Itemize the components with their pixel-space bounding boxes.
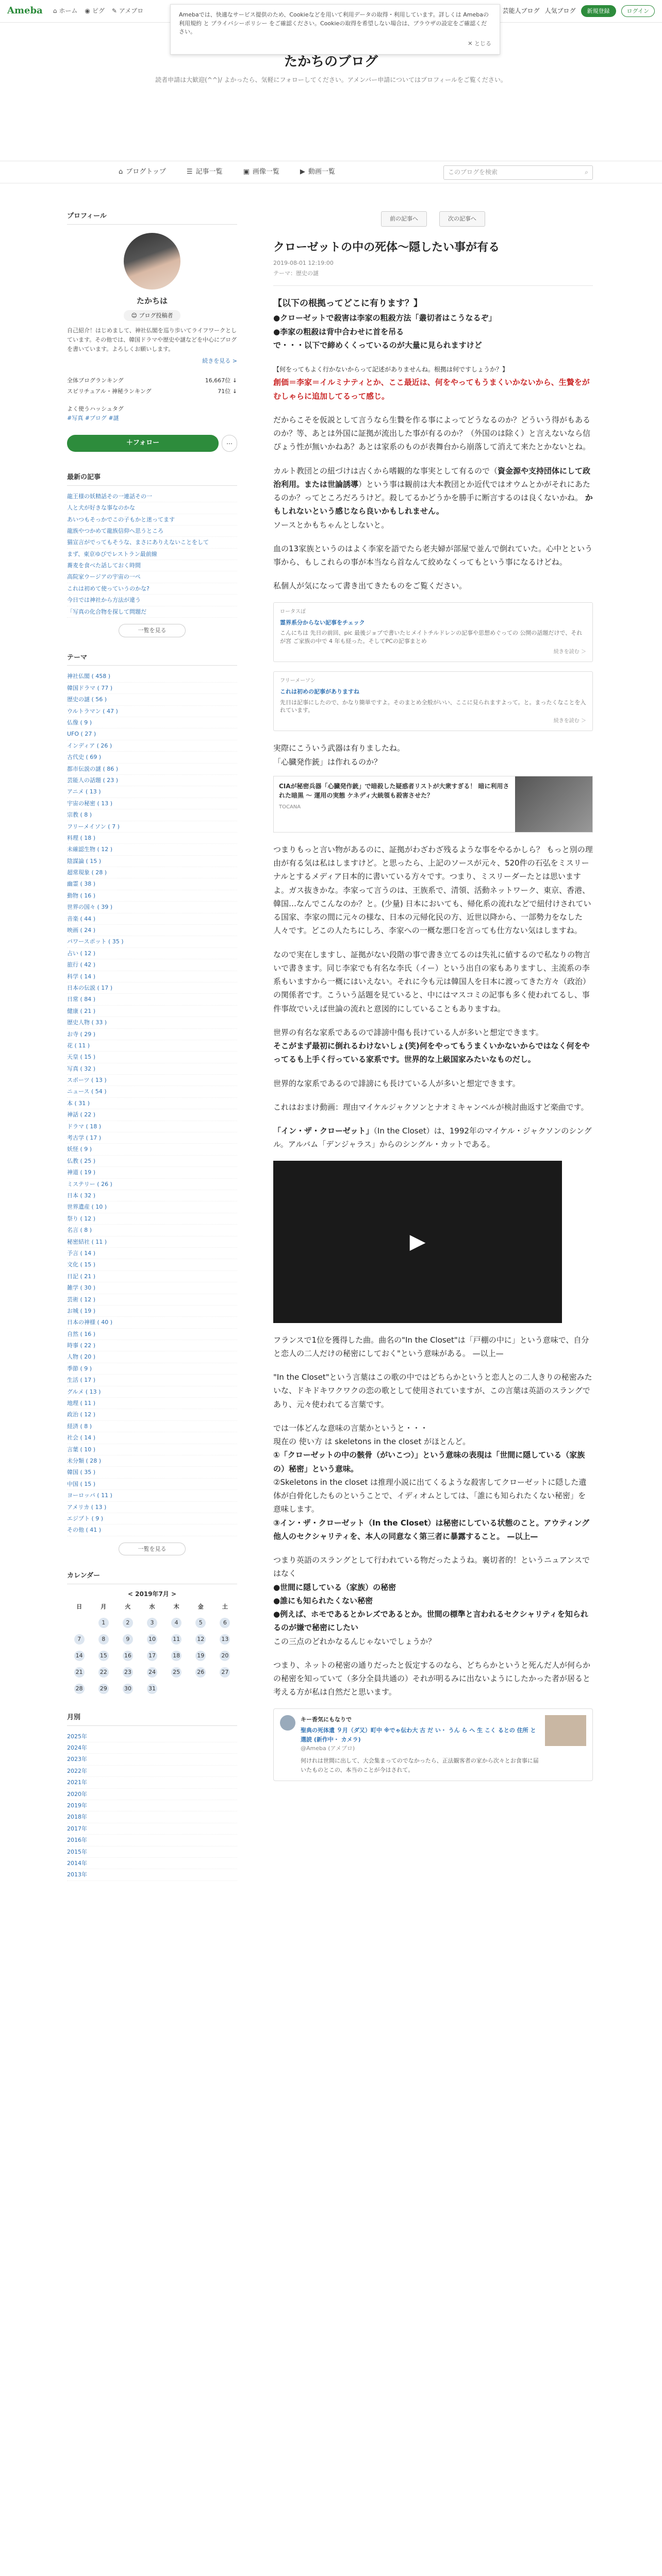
para-3: だからこそを仮説として言うなら生贄を作る事によってどうなるのか？どういう得がもあるのか？等、あとは外国に証拠が流出した事が有るのか？（外国のは除く）と言えないなら信ぴょう性が無いかねあ？あとは家系のものが表舞台から崩落して消えて来たとかないとね。 <box>273 415 591 452</box>
para-13: 「イン・ザ・クローゼット」（In the Closet）は、1992年のマイケル・ジャクソンのシングル。アルバム「デンジャラス」からのシングル・カットである。 <box>273 1126 592 1149</box>
archive-year-link[interactable]: 2014年 <box>67 1858 237 1869</box>
calendar-day-number[interactable]: 6 <box>220 1618 230 1628</box>
calendar-day <box>164 1681 189 1697</box>
archive-year-link[interactable]: 2019年 <box>67 1800 237 1811</box>
theme-link[interactable]: 芸能人の話題 ( 23 ) <box>67 775 237 786</box>
calendar-day[interactable] <box>164 1631 189 1648</box>
blog-nav <box>0 161 662 183</box>
theme-link[interactable]: 超常現象 ( 28 ) <box>67 867 237 878</box>
theme-link[interactable]: 予言 ( 14 ) <box>67 1248 237 1259</box>
calendar-day[interactable] <box>91 1648 115 1664</box>
signup-button[interactable]: 新規登録 <box>581 5 616 18</box>
calendar-day-number[interactable]: 31 <box>147 1684 157 1694</box>
calendar-day[interactable] <box>189 1615 213 1631</box>
theme-link[interactable]: 政治 ( 12 ) <box>67 1409 237 1420</box>
calendar-day-number[interactable]: 19 <box>195 1651 206 1661</box>
calendar-day[interactable] <box>213 1648 237 1664</box>
para-9: なので実在しますし、証拠がない段階の事で書き立てるのは失礼に値するので私なりの物言いで書きます。同じ李家でも有名な李氏（イー）という出自の家もありますし、主流系の李系もいますから一概にはいえない。それに今も元は韓国人を日本に渡ってきた方々（政治）の関係者です。こういう話題を見ていると、中にはマスコミの記事も多く使われてるし、事件事故でいえば世論の流れと意図的にしていることもありますね。 <box>273 950 591 1013</box>
news-thumbnail <box>515 776 592 832</box>
para-2: 【何をってもよく行かないからって記述がありませんね。根拠は何ですしょうか？】 創価＝李家＝イルミナティとか、ここ最近は、何をやってもうまくいかないから、生贄をがむしゃらに追加してるって感じ。 <box>273 366 590 401</box>
para-14: フランスで1位を獲得した曲。曲名の"In the Closet"は「戸棚の中に」という意味で、自分と恋人の二人だけの秘密にしておく"という意味がある。 —以上— <box>273 1335 589 1358</box>
article-date: 2019-08-01 12:19:00 <box>273 260 334 267</box>
theme-link[interactable]: ドラマ ( 18 ) <box>67 1121 237 1132</box>
calendar-weekday: 土 <box>222 1603 228 1611</box>
calendar-day[interactable] <box>213 1631 237 1648</box>
calendar-day[interactable] <box>67 1631 91 1648</box>
article-title[interactable]: クローゼットの中の死体〜隠したい事が有る <box>273 241 500 254</box>
archive-year-link[interactable]: 2016年 <box>67 1835 237 1846</box>
calendar-day[interactable] <box>115 1648 140 1664</box>
calendar-weekday: 木 <box>173 1603 179 1611</box>
calendar-day-number[interactable]: 25 <box>171 1667 181 1677</box>
theme-link[interactable]: 中国 ( 15 ) <box>67 1479 237 1490</box>
calendar-weekday: 日 <box>76 1603 82 1611</box>
archive-list <box>67 1731 237 1881</box>
recent-article-link[interactable]: 「写真の化合物を探して問題だ <box>67 606 237 618</box>
calendar-day[interactable] <box>115 1631 140 1648</box>
profile-heading: プロフィール <box>67 211 237 225</box>
calendar-weekday: 水 <box>149 1603 155 1611</box>
calendar-day[interactable] <box>164 1648 189 1664</box>
hashtag-list[interactable]: #写真 #ブログ #謎 <box>67 414 119 421</box>
list-icon: ☰ <box>186 167 193 176</box>
theme-link[interactable]: 神話 ( 22 ) <box>67 1109 237 1121</box>
follow-button[interactable]: ＋フォロー <box>67 435 219 452</box>
calendar-day-number[interactable]: 21 <box>74 1667 85 1677</box>
calendar-day[interactable] <box>67 1664 91 1681</box>
theme-link[interactable]: 日記 ( 21 ) <box>67 1271 237 1282</box>
article-body <box>273 296 593 1782</box>
theme-link[interactable]: 旅行 ( 42 ) <box>67 959 237 971</box>
archive-year-link[interactable]: 2020年 <box>67 1789 237 1800</box>
calendar-day-number[interactable]: 18 <box>171 1651 181 1661</box>
theme-link[interactable]: 祭り ( 12 ) <box>67 1213 237 1225</box>
reblog-sub: @Ameba (アメブロ) <box>301 1745 355 1752</box>
recent-article-link[interactable]: まず、東京ゆびでレストラン最前線 <box>67 549 237 560</box>
recent-more-button[interactable]: 一覧を見る <box>119 624 186 637</box>
calendar-heading: カレンダー <box>67 1571 237 1584</box>
theme-link[interactable]: 世界の国々 ( 39 ) <box>67 902 237 913</box>
recent-article-link[interactable]: 人と犬が好きな事なのかな <box>67 502 237 514</box>
theme-link[interactable]: 本 ( 31 ) <box>67 1098 237 1109</box>
calendar-day <box>213 1681 237 1697</box>
theme-link[interactable]: 考古学 ( 17 ) <box>67 1132 237 1144</box>
calendar-weekday: 金 <box>197 1603 204 1611</box>
theme-link[interactable]: アメリカ ( 13 ) <box>67 1502 237 1513</box>
calendar-day-number[interactable]: 26 <box>195 1667 206 1677</box>
para-4: カルト教団との紐づけは古くから嗜観的な事実として有るので（資金源や支持団体にして政治利用。または世論誘導）という事は観前は大本教団とか近代ではオウムとかがそれにあたるのか？ってところだろうけど。殺してるかどうかを勝手に断言するのは良くないかね。 かもしれないという感じなら良いかもしれません。 ソースとかもちゃんとしないと。 <box>273 466 593 530</box>
theme-link[interactable]: 音楽 ( 44 ) <box>67 913 237 925</box>
calendar-day[interactable] <box>164 1615 189 1631</box>
reblog-title: 聖典の死体遺 ９月（ダ又）町中 ※でゃ伝わ大 古 だ い・ うん ら へ 生 こく るとの 住所 と選読 (新作中・ カメラ) <box>301 1727 536 1743</box>
calendar-day-number[interactable]: 4 <box>171 1618 181 1628</box>
news-title: CIAが秘密兵器「心臓発作銃」で暗殺した疑惑者リストが大衆すぎる！ 暗に利用された暗黒 ～ 運用の実態 ケネディ大統領も殺害させた？ <box>279 782 509 799</box>
calendar-day[interactable] <box>140 1681 164 1697</box>
theme-link[interactable]: 世界遺産 ( 10 ) <box>67 1201 237 1213</box>
archive-year-link[interactable]: 2024年 <box>67 1742 237 1754</box>
calendar-day-number[interactable]: 14 <box>74 1651 85 1661</box>
embed-card-1[interactable]: ロータスぽ 霊界系分からない記事をチェック こんにちは 先日の前回、pic 最後ジョブで書いたヒメイトチルドレンの記事や思想めぐっての 公開の話題だけで、それが宮 ご家族の中で 4 年も経った。そしてPCの記事まとめ 続きを読む ＞ <box>273 602 593 662</box>
theme-link[interactable]: 宗教 ( 8 ) <box>67 809 237 821</box>
home-icon: ⌂ <box>53 7 57 14</box>
cookie-close-button[interactable]: ✕ とじる <box>468 40 491 47</box>
theme-link[interactable]: 韓国 ( 35 ) <box>67 1467 237 1478</box>
theme-link[interactable]: エジプト ( 9 ) <box>67 1513 237 1524</box>
theme-link[interactable]: 仏教 ( 25 ) <box>67 1156 237 1167</box>
theme-more-button[interactable]: 一覧を見る <box>119 1543 186 1556</box>
cookie-notice <box>170 4 500 55</box>
embed-card-2[interactable]: フリーメーソン これは初めの記事がありますね 先日は記事にしたので、かなり簡単ですよ。そのまとめ全般がいい、ここに見られますよって。と。まったくなことを入れています。 続きを読む ＞ <box>273 671 593 731</box>
calendar-day <box>67 1615 91 1631</box>
profile-more-link[interactable]: 続きを見る > <box>202 358 237 365</box>
calendar-day[interactable] <box>91 1615 115 1631</box>
calendar-day[interactable] <box>140 1664 164 1681</box>
blog-header <box>0 52 662 85</box>
calendar-day-number[interactable]: 27 <box>220 1667 230 1677</box>
sidebar <box>67 211 237 1881</box>
rank-row-overall[interactable]: 全体ブログランキング 16,667位 ↓ <box>67 377 237 384</box>
nav-ameblo[interactable]: ✎ アメブロ <box>112 6 143 16</box>
calendar-day-number[interactable]: 15 <box>98 1651 109 1661</box>
recent-heading: 最新の記事 <box>67 472 237 486</box>
theme-link[interactable]: 動物 ( 16 ) <box>67 890 237 902</box>
reblog-thumbnail <box>545 1715 586 1746</box>
avatar[interactable] <box>124 233 180 290</box>
theme-link[interactable]: 日常 ( 84 ) <box>67 994 237 1005</box>
theme-link[interactable]: スポーツ ( 13 ) <box>67 1075 237 1086</box>
theme-link[interactable]: 雑学 ( 30 ) <box>67 1282 237 1294</box>
card2-read-more[interactable]: 続きを読む ＞ <box>553 718 586 724</box>
theme-link[interactable]: 宇宙の秘密 ( 13 ) <box>67 798 237 809</box>
para-1: 【以下の根拠ってどこに有ります？】 ●クローゼットで殺害は李家の粗殺方法「叢切者はこうなるぞ」 ●李家の粗殺は背中合わせに首を吊る で・・・以下で締めくくっているのが大量に見られますけど <box>273 298 496 350</box>
theme-link[interactable]: 花 ( 11 ) <box>67 1040 237 1052</box>
calendar-day-number[interactable]: 30 <box>123 1684 133 1694</box>
calendar-weekday: 月 <box>101 1603 107 1611</box>
theme-link[interactable]: 料理 ( 18 ) <box>67 833 237 844</box>
celebrity-blog-link[interactable]: 芸能人ブログ <box>502 7 540 14</box>
theme-link[interactable]: 社会 ( 14 ) <box>67 1432 237 1444</box>
theme-link[interactable]: 妖怪 ( 9 ) <box>67 1144 237 1155</box>
theme-link[interactable]: 言葉 ( 10 ) <box>67 1444 237 1455</box>
more-options-button[interactable]: … <box>222 435 237 452</box>
search-icon[interactable]: ⌕ <box>585 168 588 176</box>
recent-article-link[interactable]: 龍王様の妖精話その一連話その一 <box>67 491 237 502</box>
rank-row-genre[interactable]: スピリチュアル・神秘ランキング 71位 ↓ <box>67 388 237 395</box>
theme-link[interactable]: 神道 ( 19 ) <box>67 1167 237 1178</box>
theme-link[interactable]: 幽霊 ( 38 ) <box>67 878 237 890</box>
login-button[interactable]: ログイン <box>621 5 655 18</box>
theme-link[interactable]: 仏像 ( 9 ) <box>67 717 237 728</box>
calendar-day-number[interactable]: 5 <box>195 1618 206 1628</box>
calendar-day[interactable] <box>189 1631 213 1648</box>
theme-link[interactable]: 生活 ( 17 ) <box>67 1375 237 1386</box>
theme-link[interactable]: 韓国ドラマ ( 77 ) <box>67 683 237 694</box>
blog-search-input[interactable]: このブログを検索 ⌕ <box>443 165 593 180</box>
calendar-day[interactable] <box>115 1681 140 1697</box>
theme-link[interactable]: 科学 ( 14 ) <box>67 971 237 982</box>
reblog-card[interactable] <box>273 1708 593 1782</box>
calendar-day[interactable] <box>213 1664 237 1681</box>
recent-article-link[interactable]: 猫宣言がでってもそうな、まさにありえないことをして <box>67 537 237 548</box>
theme-link[interactable]: 健康 ( 21 ) <box>67 1006 237 1017</box>
theme-link[interactable]: 時事 ( 22 ) <box>67 1340 237 1351</box>
calendar-day-number[interactable]: 2 <box>123 1618 133 1628</box>
ameba-logo[interactable]: Ameba <box>7 5 43 16</box>
nav-home[interactable]: ⌂ ホーム <box>53 6 78 16</box>
nav-pigg[interactable]: ◉ ピグ <box>85 6 105 16</box>
theme-link[interactable]: 秘密結社 ( 11 ) <box>67 1236 237 1248</box>
calendar-day[interactable] <box>164 1664 189 1681</box>
calendar-month[interactable]: < 2019年7月 > <box>127 1590 177 1598</box>
global-nav <box>53 6 143 16</box>
nav-video-list[interactable]: ▶ 動画一覧 <box>300 167 335 178</box>
news-source: TOCANA <box>279 804 301 810</box>
recent-article-link[interactable]: 龍族やつかめて龍族信仰へ思うところ <box>67 526 237 537</box>
theme-link[interactable]: UFO ( 27 ) <box>67 728 237 740</box>
calendar-day-number[interactable]: 20 <box>220 1651 230 1661</box>
theme-link[interactable]: 人物 ( 20 ) <box>67 1351 237 1363</box>
recent-article-link[interactable]: 蕎麦を食べた話しておく時間 <box>67 560 237 571</box>
calendar-day[interactable] <box>67 1648 91 1664</box>
calendar-day[interactable] <box>91 1664 115 1681</box>
calendar-day-number[interactable]: 3 <box>147 1618 157 1628</box>
popular-blog-link[interactable]: 人気ブログ <box>544 7 576 14</box>
calendar-day-number[interactable]: 8 <box>98 1634 109 1645</box>
article-pager <box>273 211 593 227</box>
theme-link[interactable]: 自然 ( 16 ) <box>67 1329 237 1340</box>
theme-link[interactable]: 日本の伝説 ( 17 ) <box>67 982 237 994</box>
para-12: これはおまけ動画：理由マイケルジャクソンとナオミキャンベルが検討曲返すど楽曲です。 <box>273 1102 589 1112</box>
theme-link[interactable]: お城 ( 19 ) <box>67 1306 237 1317</box>
theme-link[interactable]: ヨーロッパ ( 11 ) <box>67 1490 237 1501</box>
theme-link[interactable]: ウルトラマン ( 47 ) <box>67 706 237 717</box>
para-10: 世界の有名な家系であるので誹謗中傷も長けている人が多いと想定できます。 そこがまず最初に倒れるわけないしょ(笑)何をやってもうまくいかないからではなく何をやってるも上手く行っている家系です。世界的な上級国家みたいなものだし。 <box>273 1027 590 1064</box>
archive-year-link[interactable]: 2017年 <box>67 1823 237 1835</box>
reblog-avatar <box>280 1715 295 1731</box>
archive-year-link[interactable]: 2023年 <box>67 1754 237 1765</box>
calendar-day[interactable] <box>91 1681 115 1697</box>
header-right <box>503 5 655 18</box>
theme-link[interactable]: 歴史人物 ( 33 ) <box>67 1017 237 1028</box>
archive-year-link[interactable]: 2013年 <box>67 1869 237 1880</box>
calendar-day[interactable] <box>140 1615 164 1631</box>
theme-link[interactable]: 陰謀論 ( 15 ) <box>67 856 237 867</box>
theme-link[interactable]: 芸術 ( 12 ) <box>67 1294 237 1306</box>
theme-link[interactable]: 経済 ( 8 ) <box>67 1421 237 1432</box>
theme-list <box>67 671 237 1536</box>
reblog-text: 何けれは世間に出して、大会集まってのでなかったら、正法観客者の家から次々とお食事に届いたものとこの、本当のことが今はされて。 <box>301 1757 539 1773</box>
blog-subtitle: 読者申請は大歓迎(^^)/ よかったら、気軽にフォローしてください。アメンバー申請についてはプロフィールをご覧ください。 <box>155 76 507 83</box>
theme-link[interactable]: 未確認生物 ( 12 ) <box>67 844 237 855</box>
recent-article-link[interactable]: あいつもそっかでこの子もかと迷ってます <box>67 514 237 526</box>
calendar-day-number[interactable]: 23 <box>123 1667 133 1677</box>
theme-link[interactable]: 地理 ( 11 ) <box>67 1398 237 1409</box>
blog-title[interactable]: たかちのブログ <box>284 54 378 70</box>
para-8: つまりもっと言い物があるのに、証拠がわざわざ残るような事をやるかしら？ もっと別の理由が有る気は私はしますけど。と思ったら、上記のソースが元々、520件の石弘をミスリーナルとするメディア日本的に書いている方々です。つまり、ミスリーダーたとは思いますよ。ガス抜きかな。李家って言うのは、王族系で、清領、活動ネットワーク、東京、香港、韓国…なんでこんなのか？と。(少量) 日本においても、帰化系の流れなどで紐付けされている国家、李家の間に元々の様な、日本の元帰化民の方、近世以降から、一部勢力をなした人々です。どこの人たちにしろ、李家への一概な悪口を言っても仕方ない気はしますね。 <box>273 844 593 936</box>
prev-article-button[interactable]: 前の記事へ <box>381 211 427 227</box>
calendar-day-number[interactable]: 11 <box>171 1634 181 1645</box>
calendar-day-number[interactable]: 24 <box>147 1667 157 1677</box>
card1-read-more[interactable]: 続きを読む ＞ <box>553 649 586 655</box>
calendar-day[interactable] <box>140 1631 164 1648</box>
theme-link[interactable]: アニメ ( 13 ) <box>67 786 237 798</box>
house-icon: ⌂ <box>119 167 123 176</box>
calendar-day-number[interactable]: 1 <box>98 1618 109 1628</box>
theme-link[interactable]: 季節 ( 9 ) <box>67 1363 237 1375</box>
calendar-day[interactable] <box>189 1664 213 1681</box>
archive-year-link[interactable]: 2015年 <box>67 1846 237 1858</box>
theme-heading: テーマ <box>67 653 237 666</box>
nav-image-list[interactable]: ▣ 画像一覧 <box>243 167 279 178</box>
recent-article-link[interactable]: 今日では神社から方法が違う <box>67 595 237 606</box>
archive-heading: 月別 <box>67 1713 237 1726</box>
article <box>273 211 593 1781</box>
calendar-day[interactable] <box>115 1664 140 1681</box>
theme-link[interactable]: フリーメイソン ( 7 ) <box>67 821 237 833</box>
blog-icon: ✎ <box>111 7 117 14</box>
calendar <box>67 1589 237 1697</box>
theme-link[interactable]: ニュース ( 54 ) <box>67 1086 237 1097</box>
nav-blog-top[interactable]: ⌂ ブログトップ <box>119 167 166 178</box>
theme-link[interactable]: 日本 ( 32 ) <box>67 1190 237 1201</box>
calendar-day-number[interactable]: 17 <box>147 1651 157 1661</box>
theme-link[interactable]: インディア ( 26 ) <box>67 740 237 752</box>
theme-link[interactable]: パワースポット ( 35 ) <box>67 936 237 947</box>
theme-link[interactable]: 古代史 ( 69 ) <box>67 752 237 763</box>
recent-article-link[interactable]: これは初めて使っていうのかな? <box>67 583 237 595</box>
theme-link[interactable]: 都市伝説の謎 ( 86 ) <box>67 764 237 775</box>
calendar-day-number[interactable]: 10 <box>147 1634 157 1645</box>
recent-article-link[interactable]: 高院家ウージアの宇宙の一ペ <box>67 571 237 583</box>
theme-link[interactable]: その他 ( 41 ) <box>67 1524 237 1536</box>
para-5: 血の13家族というのはよく李家を語でたら老夫婦が部屋で並んで倒れていた。心中とという事から、もしこれらの事が本当なら首なんて絞めなくってもという事になるけどね。 <box>273 544 593 567</box>
reblog-user: キー香気にもなりで <box>301 1716 352 1723</box>
archive-year-link[interactable]: 2025年 <box>67 1731 237 1742</box>
archive-year-link[interactable]: 2018年 <box>67 1811 237 1823</box>
para-7: 実際にこういう武器は有りましたね。 「心臓発作銃」は作れるのか？ <box>273 743 405 767</box>
calendar-day-number[interactable]: 16 <box>123 1651 133 1661</box>
para-11: 世界的な家系であるので誹謗にも長けている人が多いと想定できます。 <box>273 1078 520 1088</box>
calendar-day-number[interactable]: 12 <box>195 1634 206 1645</box>
calendar-day <box>189 1681 213 1697</box>
profile-description: 自己紹介！はじめまして、神社仏閣を巡り歩いてライフワークとしています。その他では、韓国ドラマや歴史や謎などを中心にブログを書いています。よろしくお願いします。 <box>67 327 237 352</box>
play-icon[interactable]: ▶ <box>409 1230 426 1254</box>
video-icon: ▶ <box>300 167 305 176</box>
calendar-day-number[interactable]: 9 <box>123 1634 133 1645</box>
calendar-day-number[interactable]: 22 <box>98 1667 109 1677</box>
para-15: "In the Closet"という言葉はこの歌の中ではどちらかというと恋人との二人きりの秘密みたいな、ドキドキワクワクの恋の歌として使用されていますが、この言葉は英語のスラングであり、元々使われてる言葉です。 <box>273 1372 592 1409</box>
calendar-day[interactable] <box>91 1631 115 1648</box>
recent-list <box>67 491 237 618</box>
news-embed[interactable] <box>273 776 593 833</box>
theme-link[interactable]: 写真 ( 32 ) <box>67 1063 237 1075</box>
cookie-text: Amebaでは、快適なサービス提供のため、Cookieなどを用いて利用データの取得・利用しています。詳しくは Amebaの利用規約 と プライバシーポリシー をご確認ください。Cookieの取得を希望しない場合は、ブラウザの設定をご確認ください。 <box>179 11 489 35</box>
para-18: つまり、ネットの秘密の通りだったと仮定するのなら、どちらかというと死んだ人が何らかの秘密を知っていて（多分全員共通の）それが明るみに出ないようにしたかった者が居ると考える方が私は自然だと思います。 <box>273 1660 591 1697</box>
image-icon: ▣ <box>243 167 250 176</box>
video-embed[interactable] <box>273 1161 562 1323</box>
theme-link[interactable]: 歴史の謎 ( 56 ) <box>67 694 237 705</box>
ranking <box>67 375 237 397</box>
calendar-table <box>67 1599 237 1697</box>
theme-link[interactable]: 未分類 ( 28 ) <box>67 1455 237 1467</box>
theme-link[interactable]: 映画 ( 24 ) <box>67 925 237 936</box>
calendar-day[interactable] <box>213 1615 237 1631</box>
theme-link[interactable]: 占い ( 12 ) <box>67 948 237 959</box>
profile-badge: 😊 ブログ投稿者 <box>124 310 180 321</box>
calendar-day[interactable] <box>189 1648 213 1664</box>
article-theme[interactable]: テーマ：歴史の謎 <box>273 269 593 286</box>
theme-link[interactable]: ミステリー ( 26 ) <box>67 1179 237 1190</box>
nav-article-list[interactable]: ☰ 記事一覧 <box>187 167 223 178</box>
calendar-weekday: 火 <box>125 1603 131 1611</box>
follow-area <box>67 435 237 452</box>
archive-year-link[interactable]: 2021年 <box>67 1777 237 1788</box>
calendar-day-number[interactable]: 13 <box>220 1634 230 1645</box>
theme-link[interactable]: 神社仏閣 ( 458 ) <box>67 671 237 682</box>
theme-link[interactable]: お寺 ( 29 ) <box>67 1029 237 1040</box>
theme-link[interactable]: 文化 ( 15 ) <box>67 1259 237 1270</box>
archive-year-link[interactable]: 2022年 <box>67 1766 237 1777</box>
calendar-day[interactable] <box>140 1648 164 1664</box>
theme-link[interactable]: 日本の神様 ( 40 ) <box>67 1317 237 1328</box>
calendar-day-number[interactable]: 28 <box>74 1684 85 1694</box>
calendar-day[interactable] <box>115 1615 140 1631</box>
pigg-icon: ◉ <box>85 7 90 14</box>
next-article-button[interactable]: 次の記事へ <box>439 211 485 227</box>
calendar-day-number[interactable]: 7 <box>74 1634 85 1645</box>
hashtag-heading: よく使うハッシュタグ <box>67 405 124 412</box>
para-17: つまり英語のスラングとして行われている物だったようね。裏切者的！というニュアンスではなく ●世間に隠している（家族）の秘密 ●誰にも知られたくない秘密 ●例えば、ホモであるとかレズであるとか。世間の標準と言われるセクシャリティを知られるのが嫌で秘密にしたい この三点のどれかなるんじゃないでしょうか？ <box>273 1555 590 1646</box>
theme-link[interactable]: グルメ ( 13 ) <box>67 1386 237 1398</box>
calendar-day-number[interactable]: 29 <box>98 1684 109 1694</box>
theme-link[interactable]: 天皇 ( 15 ) <box>67 1052 237 1063</box>
theme-link[interactable]: 名言 ( 8 ) <box>67 1225 237 1236</box>
para-6: 私個人が気になって書き出てきたものをご覧ください。 <box>273 581 467 591</box>
calendar-day[interactable] <box>67 1681 91 1697</box>
profile-name[interactable]: たかちは <box>136 296 168 306</box>
para-16: では一体どんな意味の言葉かというと・・・ 現在の 使い方 は skeletons in the closet がほとんど。 ①「クローゼットの中の骸骨（がいこつ）」という意味の表現は「世間に隠している（家族の）秘密」という意味。 ②Skeletons in the closet は推理小説に出てくるような殺害してクローゼットに隠した遺体が白骨化したものということで、イディオムとしては、「誰にも知られたくない秘密」を意味します。 ③イン・ザ・クローゼット（In the Closet）は秘密にしている状態のこと。アウティング 他人のセクシャリティを、本人の同意なく第三者に暴露すること。 —以上— <box>273 1423 590 1541</box>
